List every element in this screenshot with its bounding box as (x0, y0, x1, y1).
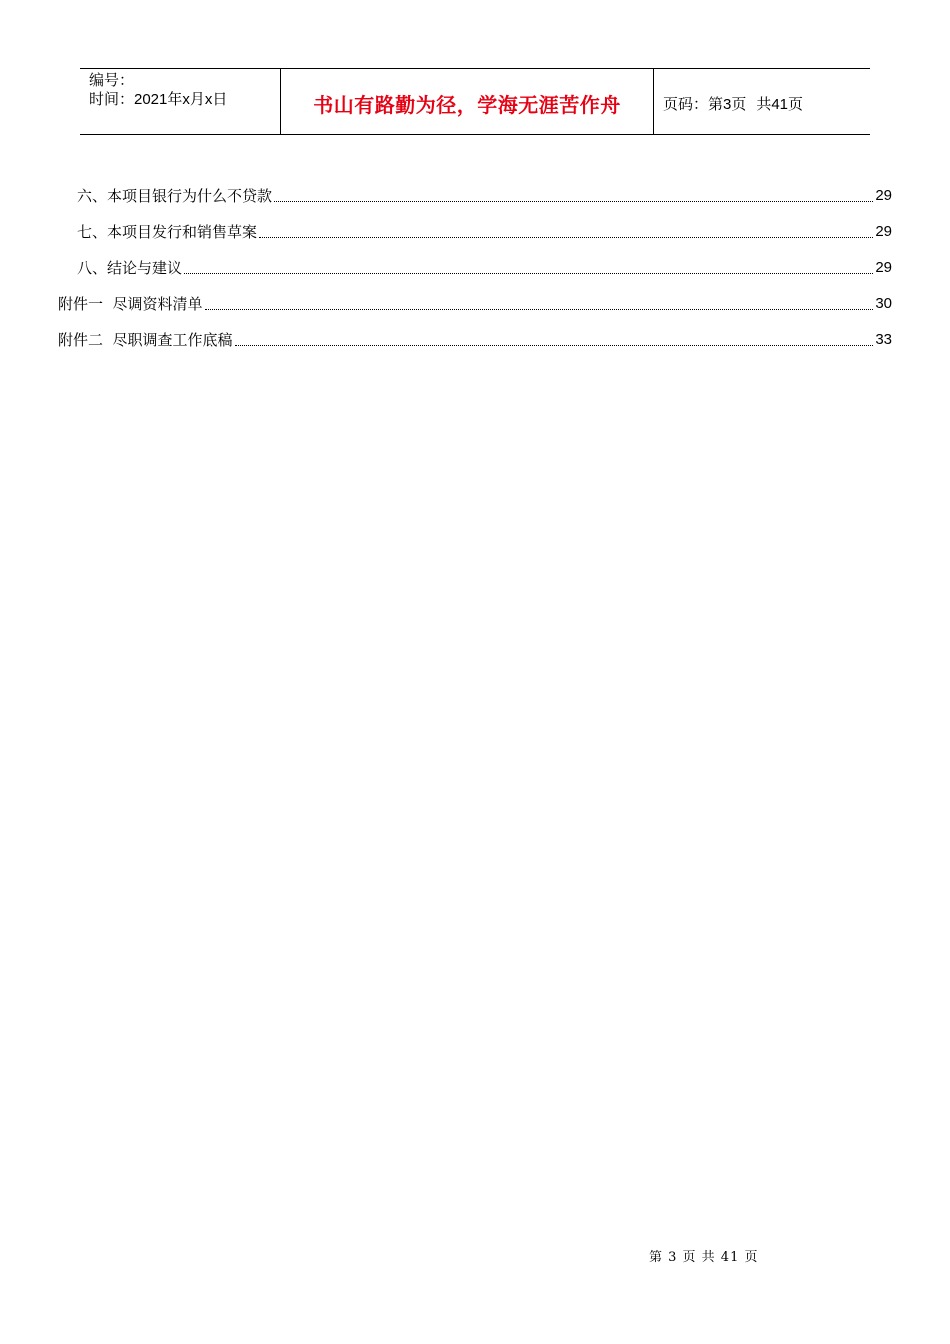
toc-dot-leader (235, 345, 874, 346)
page-header (80, 68, 870, 135)
toc-dot-leader (259, 237, 873, 238)
header-page-label: 页码：第3页 (663, 95, 747, 113)
toc-entry-title: 附件一 尽调资料清单 (58, 295, 203, 313)
toc-dot-leader (205, 309, 874, 310)
toc-dot-leader (184, 273, 873, 274)
toc-entry[interactable] (58, 170, 892, 206)
toc-entry-page: 30 (875, 295, 892, 312)
header-meta-cell (80, 69, 281, 134)
toc-entry[interactable] (58, 314, 892, 350)
header-motto-cell (281, 69, 654, 134)
header-time-label: 时间：2021年x月x日 (89, 91, 228, 108)
toc-entry-title: 附件二 尽职调查工作底稿 (58, 331, 233, 349)
toc-entry-page: 29 (875, 259, 892, 276)
header-page-cell (654, 69, 870, 134)
toc-entry-title: 六、本项目银行为什么不贷款 (77, 187, 273, 205)
table-of-contents (58, 170, 892, 350)
header-total-label: 共41页 (756, 95, 804, 113)
toc-entry-page: 29 (875, 223, 892, 240)
toc-entry[interactable] (58, 278, 892, 314)
header-number-label: 编号： (89, 72, 135, 89)
toc-entry-page: 33 (875, 331, 892, 348)
toc-entry-title: 七、本项目发行和销售草案 (77, 223, 258, 241)
header-motto: 书山有路勤为径，学海无涯苦作舟 (313, 93, 621, 117)
page-footer: 第 3 页 共 41 页 (649, 1250, 759, 1265)
toc-entry[interactable] (58, 206, 892, 242)
toc-entry[interactable] (58, 242, 892, 278)
toc-dot-leader (274, 201, 873, 202)
toc-entry-title: 八、结论与建议 (77, 259, 183, 277)
toc-entry-page: 29 (875, 187, 892, 204)
